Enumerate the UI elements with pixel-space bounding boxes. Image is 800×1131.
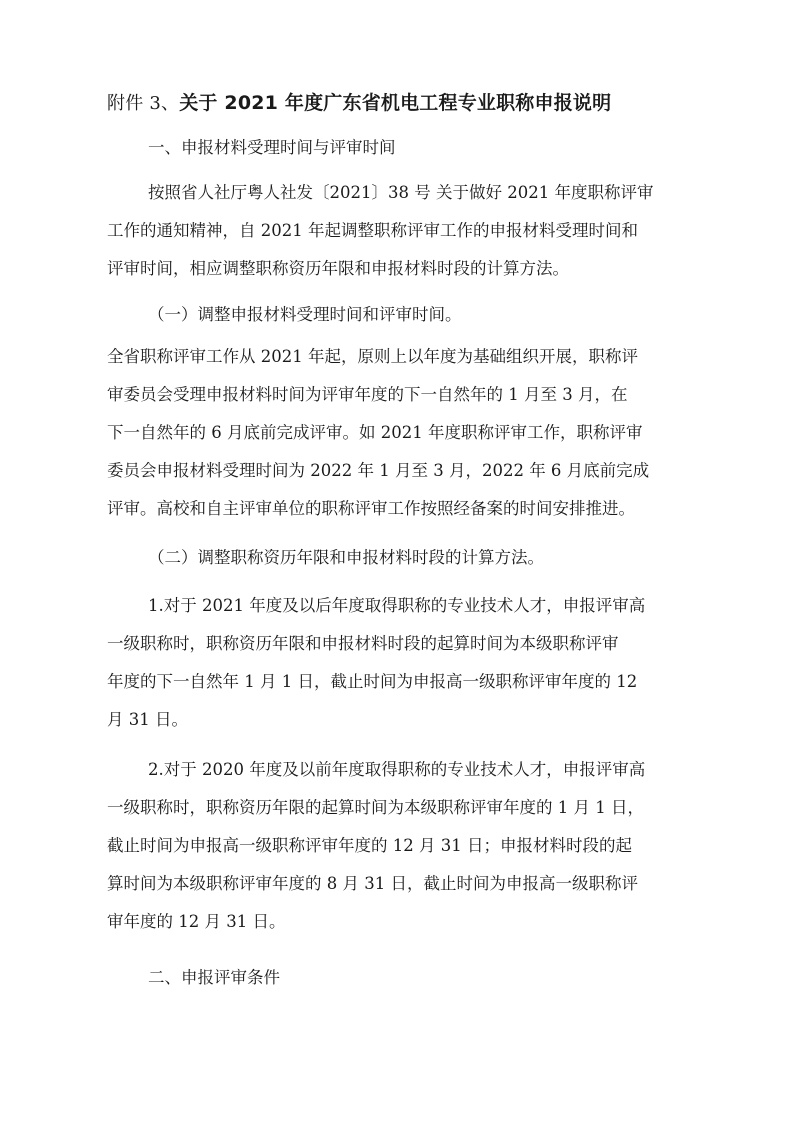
subsection-heading-1: （一）调整申报材料受理时间和评审时间。 bbox=[148, 305, 462, 324]
paragraph-line: 工作的通知精神，自 2021 年起调整职称评审工作的申报材料受理时间和 bbox=[107, 221, 638, 240]
paragraph-line: 1.对于 2021 年度及以后年度取得职称的专业技术人才，申报评审高 bbox=[148, 596, 646, 615]
paragraph-line: 全省职称评审工作从 2021 年起，原则上以年度为基础组织开展，职称评 bbox=[107, 347, 638, 366]
paragraph-line: 算时间为本级职称评审年度的 8 月 31 日，截止时间为申报高一级职称评 bbox=[107, 874, 638, 893]
title-main: 关于 2021 年度广东省机电工程专业职称申报说明 bbox=[179, 92, 612, 114]
paragraph-line: 一级职称时，职称资历年限的起算时间为本级职称评审年度的 1 月 1 日， bbox=[107, 798, 644, 817]
paragraph-line: 评审时间，相应调整职称资历年限和申报材料时段的计算方法。 bbox=[107, 259, 569, 278]
paragraph-line: 月 31 日。 bbox=[107, 710, 188, 729]
section-heading-2: 二、申报评审条件 bbox=[148, 968, 280, 987]
paragraph-line: 委员会申报材料受理时间为 2022 年 1 月至 3 月，2022 年 6 月底前完成 bbox=[107, 461, 650, 480]
subsection-heading-2: （二）调整职称资历年限和申报材料时段的计算方法。 bbox=[148, 548, 544, 567]
title-prefix: 附件 3、 bbox=[107, 93, 180, 114]
paragraph-line: 评审。高校和自主评审单位的职称评审工作按照经备案的时间安排推进。 bbox=[107, 499, 635, 518]
paragraph-line: 年度的下一自然年 1 月 1 日，截止时间为申报高一级职称评审年度的 12 bbox=[107, 672, 638, 691]
paragraph-line: 审委员会受理申报材料时间为评审年度的下一自然年的 1 月至 3 月，在 bbox=[107, 385, 628, 404]
paragraph-line: 下一自然年的 6 月底前完成评审。如 2021 年度职称评审工作，职称评审 bbox=[107, 423, 643, 442]
section-heading-1: 一、申报材料受理时间与评审时间 bbox=[148, 138, 396, 157]
paragraph-line: 2.对于 2020 年度及以前年度取得职称的专业技术人才，申报评审高 bbox=[148, 760, 646, 779]
document-title bbox=[107, 88, 611, 119]
paragraph-line: 截止时间为申报高一级职称评审年度的 12 月 31 日；申报材料时段的起 bbox=[107, 836, 632, 855]
paragraph-line: 按照省人社厅粤人社发〔2021〕38 号 关于做好 2021 年度职称评审 bbox=[148, 183, 654, 202]
paragraph-line: 一级职称时，职称资历年限和申报材料时段的起算时间为本级职称评审 bbox=[107, 634, 619, 653]
paragraph-line: 审年度的 12 月 31 日。 bbox=[107, 912, 286, 931]
